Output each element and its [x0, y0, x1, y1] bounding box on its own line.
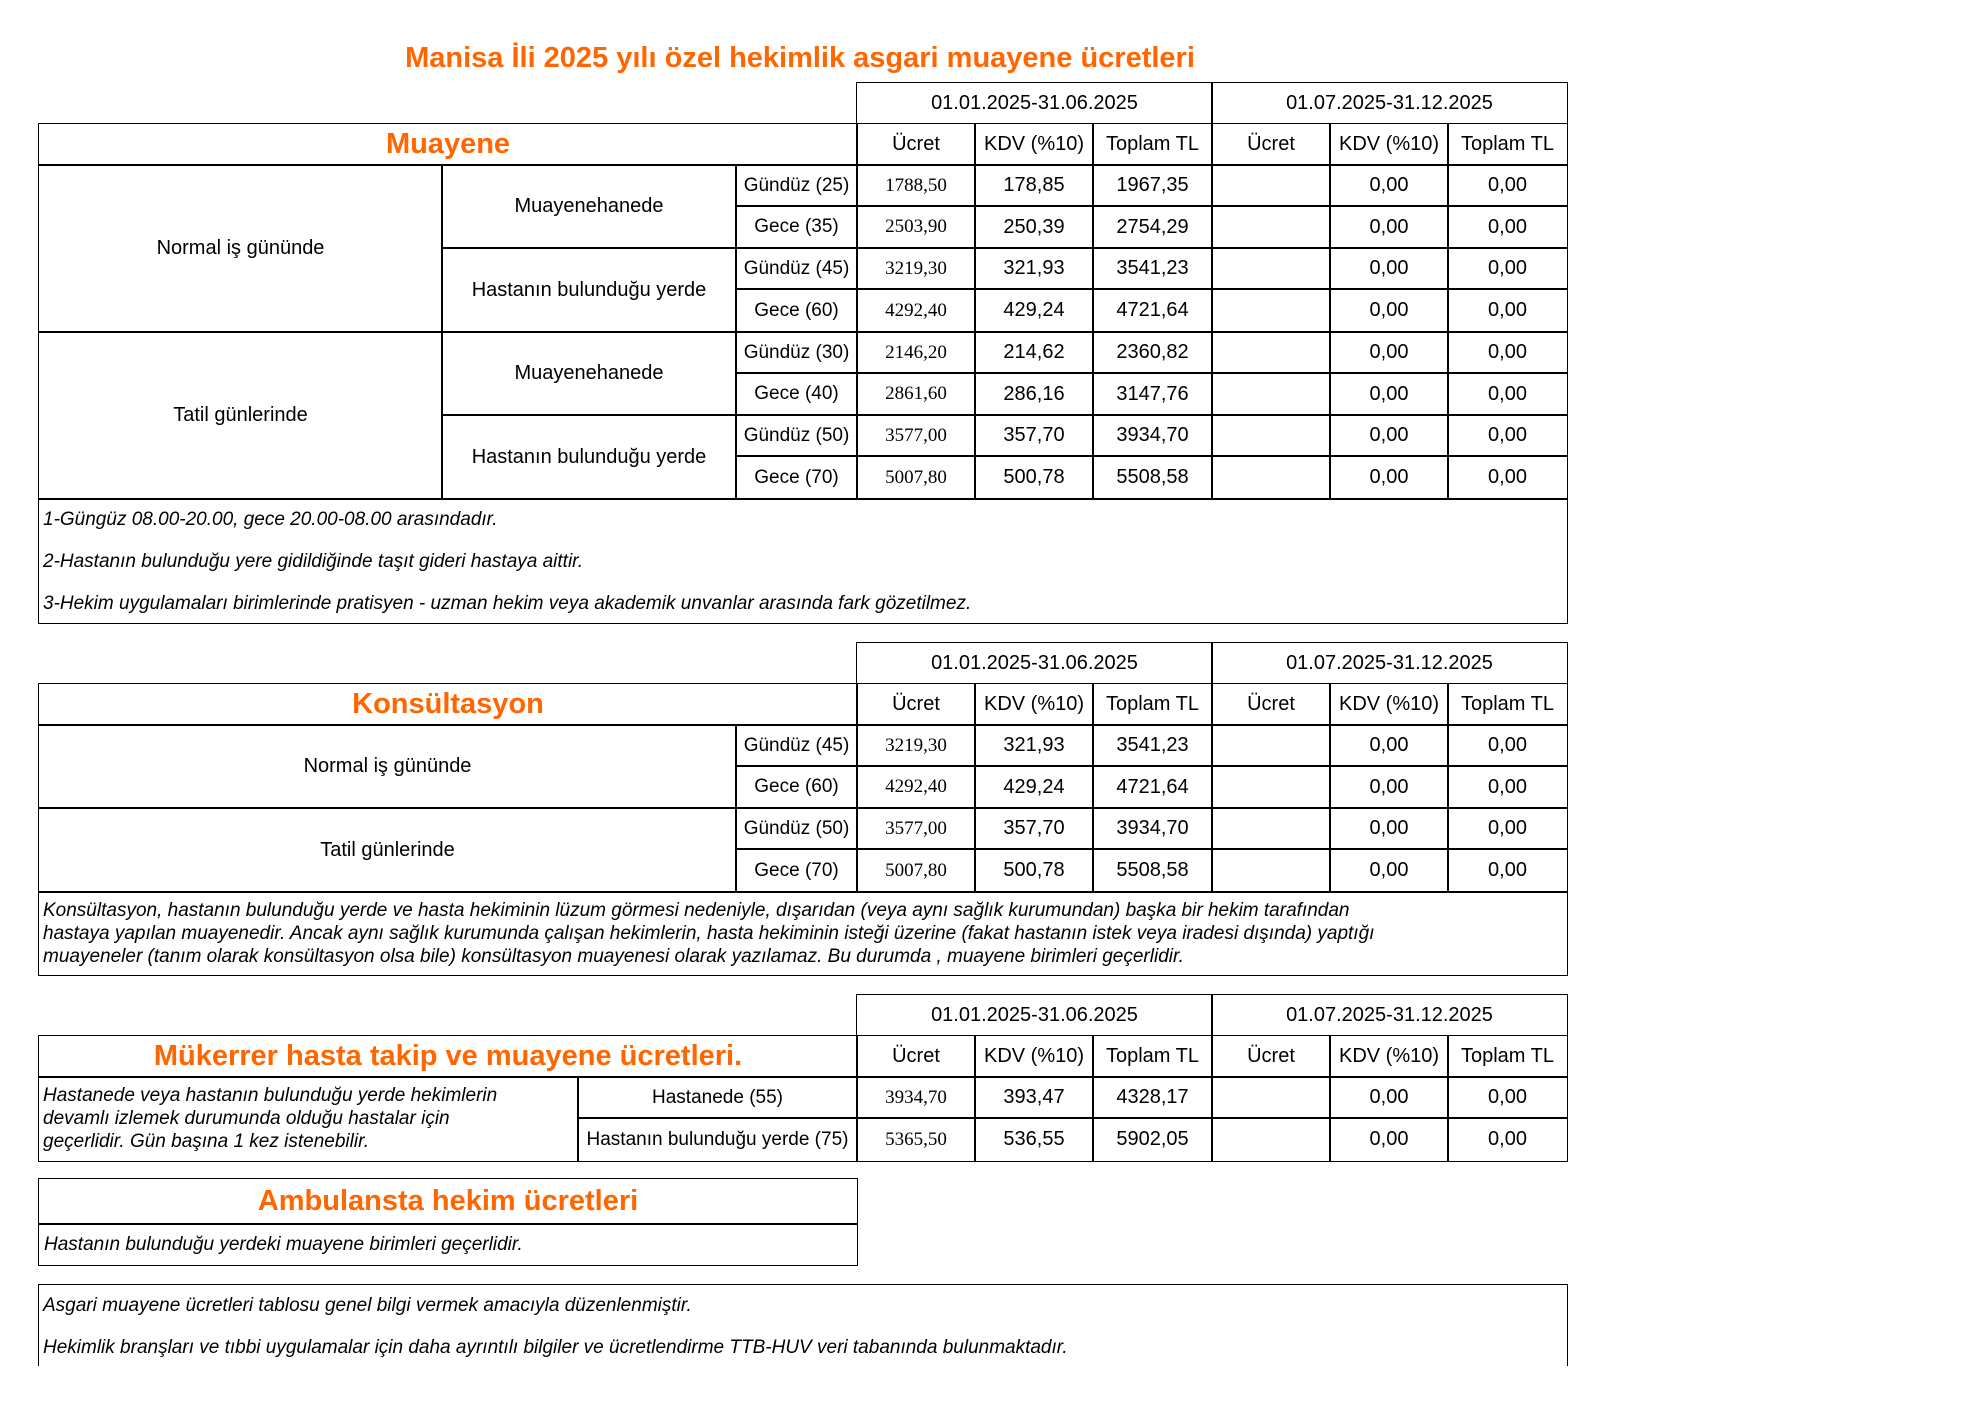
cell-kdv: 0,00 [1329, 164, 1449, 207]
period-header-2: 01.07.2025-31.12.2025 [1211, 994, 1568, 1036]
description-line: devamlı izlemek durumunda olduğu hastalar için [43, 1108, 450, 1129]
cell-kdv: 393,47 [974, 1076, 1094, 1119]
cell-toplam: 3934,70 [1092, 414, 1213, 457]
cell-kdv: 178,85 [974, 164, 1094, 207]
cell-ucret [1211, 205, 1331, 249]
cell-toplam: 0,00 [1447, 455, 1568, 500]
cell-ucret [1211, 414, 1331, 457]
col-header-kdv: KDV (%10) [1329, 123, 1449, 166]
cell-ucret [1211, 455, 1331, 500]
cell-toplam: 0,00 [1447, 205, 1568, 249]
description-line: Hastanede veya hastanın bulunduğu yerde hekimlerin [43, 1085, 498, 1106]
col-header-kdv: KDV (%10) [1329, 1035, 1449, 1078]
col-header-toplam: Toplam TL [1447, 123, 1568, 166]
cell-kdv: 0,00 [1329, 807, 1449, 850]
cell-toplam: 2360,82 [1092, 331, 1213, 374]
cell-toplam: 0,00 [1447, 807, 1568, 850]
cell-ucret [1211, 724, 1331, 767]
ambulans-heading: Ambulansta hekim ücretleri [38, 1178, 858, 1225]
cell-toplam: 1967,35 [1092, 164, 1213, 207]
shift-label: Gece (70) [735, 848, 858, 893]
cell-ucret: 1788,50 [856, 164, 976, 207]
cell-toplam: 0,00 [1447, 288, 1568, 333]
shift-label: Gece (60) [735, 288, 858, 333]
cell-ucret [1211, 765, 1331, 809]
footer-note: Asgari muayene ücretleri tablosu genel bilgi vermek amacıyla düzenlenmiştir. [43, 1295, 692, 1316]
cell-toplam: 2754,29 [1092, 205, 1213, 249]
shift-label: Gündüz (45) [735, 247, 858, 290]
cell-kdv: 0,00 [1329, 765, 1449, 809]
cell-ucret: 5007,80 [856, 455, 976, 500]
note-line: muayeneler (tanım olarak konsültasyon olsa bile) konsültasyon muayenesi olarak yazılamaz. Bu durumda , muayene birimleri geçerlidir. [43, 946, 1184, 967]
cell-ucret [1211, 1076, 1331, 1119]
page-title: Manisa İli 2025 yılı özel hekimlik asgari muayene ücretleri [405, 41, 1195, 74]
place-label: Muayenehanede [441, 331, 737, 416]
description-line: geçerlidir. Gün başına 1 kez istenebilir. [43, 1131, 369, 1152]
shift-label: Gündüz (45) [735, 724, 858, 767]
cell-ucret [1211, 247, 1331, 290]
group-label: Normal iş gününde [38, 164, 443, 333]
note-line: 1-Güngüz 08.00-20.00, gece 20.00-08.00 arasındadır. [43, 509, 498, 530]
cell-ucret [1211, 372, 1331, 416]
cell-ucret [1211, 164, 1331, 207]
cell-ucret: 5365,50 [856, 1117, 976, 1162]
place-label: Hastanın bulunduğu yerde [441, 247, 737, 333]
cell-ucret: 3219,30 [856, 247, 976, 290]
konsultasyon-heading: Konsültasyon [38, 683, 858, 726]
cell-kdv: 0,00 [1329, 724, 1449, 767]
period-header-1: 01.01.2025-31.06.2025 [856, 994, 1213, 1036]
cell-kdv: 0,00 [1329, 1076, 1449, 1119]
ambulans-note: Hastanın bulunduğu yerdeki muayene birimleri geçerlidir. [38, 1223, 858, 1266]
cell-toplam: 0,00 [1447, 1076, 1568, 1119]
cell-ucret: 3934,70 [856, 1076, 976, 1119]
cell-kdv: 214,62 [974, 331, 1094, 374]
cell-kdv: 500,78 [974, 455, 1094, 500]
cell-toplam: 3934,70 [1092, 807, 1213, 850]
note-line: hastaya yapılan muayenedir. Ancak aynı sağlık kurumunda çalışan hekimlerin, hasta hekiminin isteği üzerine (fakat hastanın istek veya iradesi dışında) yaptığı [43, 923, 1375, 944]
cell-toplam: 3541,23 [1092, 724, 1213, 767]
cell-kdv: 0,00 [1329, 331, 1449, 374]
cell-ucret [1211, 1117, 1331, 1162]
period-header-1: 01.01.2025-31.06.2025 [856, 82, 1213, 124]
cell-kdv: 0,00 [1329, 455, 1449, 500]
shift-label: Gece (60) [735, 765, 858, 809]
col-header-toplam: Toplam TL [1092, 683, 1213, 726]
col-header-toplam: Toplam TL [1092, 123, 1213, 166]
cell-toplam: 3541,23 [1092, 247, 1213, 290]
cell-toplam: 0,00 [1447, 765, 1568, 809]
note-line: 2-Hastanın bulunduğu yere gidildiğinde taşıt gideri hastaya aittir. [43, 551, 584, 572]
place-label: Muayenehanede [441, 164, 737, 249]
cell-ucret: 3577,00 [856, 414, 976, 457]
note-line: 3-Hekim uygulamaları birimlerinde pratisyen - uzman hekim veya akademik unvanlar arasında fark gözetilmez. [43, 593, 972, 614]
group-label: Normal iş gününde [38, 724, 737, 809]
cell-kdv: 321,93 [974, 247, 1094, 290]
cell-ucret [1211, 288, 1331, 333]
cell-kdv: 357,70 [974, 414, 1094, 457]
col-header-toplam: Toplam TL [1092, 1035, 1213, 1078]
cell-ucret [1211, 848, 1331, 893]
cell-ucret: 2861,60 [856, 372, 976, 416]
cell-kdv: 0,00 [1329, 1117, 1449, 1162]
cell-toplam: 4721,64 [1092, 288, 1213, 333]
cell-toplam: 5902,05 [1092, 1117, 1213, 1162]
cell-kdv: 0,00 [1329, 288, 1449, 333]
cell-toplam: 0,00 [1447, 414, 1568, 457]
shift-label: Gündüz (30) [735, 331, 858, 374]
cell-ucret: 4292,40 [856, 765, 976, 809]
shift-label: Gündüz (50) [735, 414, 858, 457]
cell-toplam: 4328,17 [1092, 1076, 1213, 1119]
cell-kdv: 0,00 [1329, 247, 1449, 290]
cell-ucret: 2146,20 [856, 331, 976, 374]
muayene-heading: Muayene [38, 123, 858, 166]
row-label: Hastanın bulunduğu yerde (75) [577, 1117, 858, 1162]
cell-toplam: 4721,64 [1092, 765, 1213, 809]
cell-ucret: 4292,40 [856, 288, 976, 333]
cell-kdv: 0,00 [1329, 205, 1449, 249]
col-header-toplam: Toplam TL [1447, 683, 1568, 726]
cell-kdv: 429,24 [974, 765, 1094, 809]
cell-toplam: 3147,76 [1092, 372, 1213, 416]
group-label: Tatil günlerinde [38, 331, 443, 500]
col-header-kdv: KDV (%10) [974, 683, 1094, 726]
col-header-ucret: Ücret [1211, 1035, 1331, 1078]
cell-kdv: 536,55 [974, 1117, 1094, 1162]
mukerrer-heading: Mükerrer hasta takip ve muayene ücretleri. [38, 1035, 858, 1078]
cell-ucret: 3577,00 [856, 807, 976, 850]
cell-kdv: 286,16 [974, 372, 1094, 416]
note-line: Konsültasyon, hastanın bulunduğu yerde ve hasta hekiminin lüzum görmesi nedeniyle, dışarıdan (veya aynı sağlık kurumundan) başka bir hekim tarafından [43, 900, 1350, 921]
cell-kdv: 357,70 [974, 807, 1094, 850]
col-header-kdv: KDV (%10) [974, 1035, 1094, 1078]
col-header-ucret: Ücret [856, 1035, 976, 1078]
shift-label: Gece (40) [735, 372, 858, 416]
cell-toplam: 0,00 [1447, 724, 1568, 767]
cell-toplam: 0,00 [1447, 164, 1568, 207]
col-header-ucret: Ücret [856, 123, 976, 166]
cell-toplam: 0,00 [1447, 247, 1568, 290]
col-header-ucret: Ücret [1211, 123, 1331, 166]
shift-label: Gündüz (25) [735, 164, 858, 207]
cell-ucret: 3219,30 [856, 724, 976, 767]
shift-label: Gündüz (50) [735, 807, 858, 850]
period-header-1: 01.01.2025-31.06.2025 [856, 642, 1213, 684]
cell-kdv: 250,39 [974, 205, 1094, 249]
cell-toplam: 0,00 [1447, 372, 1568, 416]
cell-ucret: 2503,90 [856, 205, 976, 249]
cell-kdv: 0,00 [1329, 414, 1449, 457]
cell-toplam: 0,00 [1447, 848, 1568, 893]
cell-toplam: 5508,58 [1092, 455, 1213, 500]
col-header-toplam: Toplam TL [1447, 1035, 1568, 1078]
cell-ucret [1211, 807, 1331, 850]
cell-toplam: 0,00 [1447, 1117, 1568, 1162]
period-header-2: 01.07.2025-31.12.2025 [1211, 642, 1568, 684]
col-header-ucret: Ücret [856, 683, 976, 726]
cell-kdv: 500,78 [974, 848, 1094, 893]
row-label: Hastanede (55) [577, 1076, 858, 1119]
group-label: Tatil günlerinde [38, 807, 737, 893]
shift-label: Gece (70) [735, 455, 858, 500]
period-header-2: 01.07.2025-31.12.2025 [1211, 82, 1568, 124]
cell-toplam: 0,00 [1447, 331, 1568, 374]
cell-ucret: 5007,80 [856, 848, 976, 893]
cell-kdv: 0,00 [1329, 848, 1449, 893]
cell-toplam: 5508,58 [1092, 848, 1213, 893]
place-label: Hastanın bulunduğu yerde [441, 414, 737, 500]
shift-label: Gece (35) [735, 205, 858, 249]
cell-kdv: 429,24 [974, 288, 1094, 333]
cell-kdv: 321,93 [974, 724, 1094, 767]
col-header-ucret: Ücret [1211, 683, 1331, 726]
col-header-kdv: KDV (%10) [974, 123, 1094, 166]
cell-kdv: 0,00 [1329, 372, 1449, 416]
footer-note: Hekimlik branşları ve tıbbi uygulamalar için daha ayrıntılı bilgiler ve ücretlendirme TTB-HUV veri tabanında bulunmaktadır. [43, 1337, 1068, 1358]
col-header-kdv: KDV (%10) [1329, 683, 1449, 726]
cell-ucret [1211, 331, 1331, 374]
